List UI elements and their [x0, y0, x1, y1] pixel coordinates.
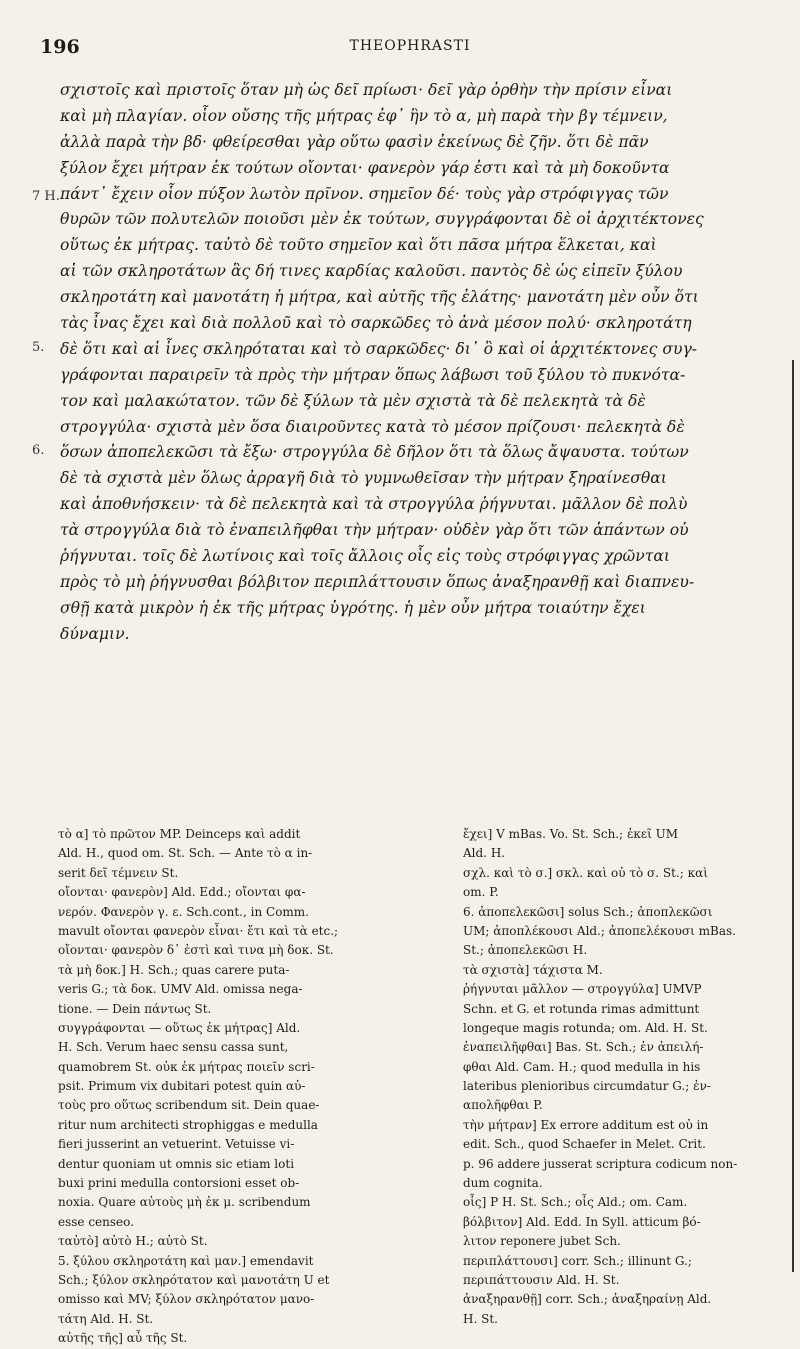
apparatus-note-line: edit. Sch., quod Schaefer in Melet. Crit.	[463, 1137, 706, 1152]
apparatus-note-line: ritur num architecti strophiggas e medulla	[58, 1117, 318, 1132]
apparatus-note-line: p. 96 addere jusserat scriptura codicum non-	[463, 1156, 738, 1171]
text-line: στρογγύλα· σχιστὰ μὲν ὅσα διαιροῦντες κατὰ τὸ μέσον πρίζουσι· πελεκητὰ δὲ	[60, 417, 685, 436]
apparatus-note-line: Sch.; ξύλον σκληρότατον καὶ μανοτάτη U et	[58, 1272, 330, 1287]
text-line: καὶ ἀποθνήσκειν· τὰ δὲ πελεκητὰ καὶ τὰ στρογγύλα ῥήγνυται. μᾶλλον δὲ πολὺ	[60, 495, 688, 514]
apparatus-note-line: serit δεῖ τέμνειν St.	[58, 865, 179, 880]
page-number: 196	[40, 36, 80, 58]
main-greek-text	[60, 78, 772, 648]
apparatus-note-line: longeque magis rotunda; om. Ald. H. St.	[463, 1020, 708, 1035]
apparatus-left-column	[58, 825, 368, 1349]
apparatus-note-line: Schn. et G. et rotunda rimas admittunt	[463, 1001, 700, 1016]
apparatus-note-line: τὰ σχιστὰ] τάχιστα M.	[463, 962, 603, 977]
apparatus-note-line: φθαι Ald. Cam. H.; quod medulla in his	[463, 1059, 701, 1074]
text-line: πάντ᾽ ἔχειν οἷον πύξον λωτὸν πρῖνον. σημεῖον δέ· τοὺς γὰρ στρόφιγγας τῶν	[60, 184, 669, 203]
apparatus-note-line: ταὐτὸ] αὐτὸ H.; αὐτὸ St.	[58, 1234, 208, 1249]
apparatus-note-line: UM; ἀποπλέκουσι Ald.; ἀποπελέκουσι mBas.	[463, 923, 736, 938]
apparatus-note-line: τὴν μήτραν] Ex errore additum est οὐ in	[463, 1117, 709, 1132]
apparatus-note-line: tione. — Dein πάντως St.	[58, 1001, 212, 1016]
apparatus-note-line: omisso καὶ MV; ξύλον σκληρότατον μανο-	[58, 1292, 315, 1307]
apparatus-note-line: ῥήγνυται μᾶλλον — στρογγύλα] UMVP	[463, 982, 702, 997]
apparatus-note-line: λιτον reponere jubet Sch.	[463, 1234, 621, 1249]
apparatus-note-line: H. St.	[463, 1311, 498, 1326]
apparatus-note-line: dum cognita.	[463, 1176, 543, 1191]
apparatus-note-line: H. Sch. Verum haec sensu cassa sunt,	[58, 1040, 289, 1055]
apparatus-note-line: οἴονται· φανερὸν] Ald. Edd.; οἴονται φα-	[58, 885, 306, 900]
critical-apparatus	[58, 825, 776, 1346]
text-line: πρὸς τὸ μὴ ῥήγνυσθαι βόλβιτον περιπλάττουσιν ὅπως ἀναξηρανθῇ καὶ διαπνευ-	[60, 572, 695, 591]
page-header	[40, 36, 780, 60]
apparatus-note-line: ἀναξηρανθῇ] corr. Sch.; ἀναξηραίνῃ Ald.	[463, 1292, 712, 1307]
apparatus-note-line: βόλβιτον] Ald. Edd. In Syll. atticum βό-	[463, 1214, 701, 1229]
apparatus-note-line: απολῆφθαι P.	[463, 1098, 543, 1113]
apparatus-note-line: St.; ἀποπελεκῶσι H.	[463, 943, 588, 958]
apparatus-note-line: mavult οἴονται φανερὸν εἶναι· ἔτι καὶ τὰ etc.;	[58, 923, 339, 938]
apparatus-note-line: fieri jusserint an vetuerint. Vetuisse vi-	[58, 1137, 295, 1152]
apparatus-note-line: 5. ξύλου σκληροτάτη καὶ μαν.] emendavit	[58, 1253, 314, 1268]
page-edge-line	[792, 360, 794, 1272]
text-line: σθῇ κατὰ μικρὸν ἡ ἐκ τῆς μήτρας ὑγρότης. ἡ μὲν οὖν μήτρα τοιαύτην ἔχει	[60, 598, 646, 617]
text-line: θυρῶν τῶν πολυτελῶν ποιοῦσι μὲν ἐκ τούτων, συγγράφονται δὲ οἱ ἀρχιτέκτονες	[60, 210, 704, 229]
apparatus-note-line: οἷς] P H. St. Sch.; οἷς Ald.; om. Cam.	[463, 1195, 688, 1210]
apparatus-note-line: lateribus plenioribus circumdatur G.; ἐν-	[463, 1079, 711, 1094]
apparatus-note-line: οἴονται· φανερὸν δ᾽ ἐστὶ καὶ τινα μὴ δοκ. St.	[58, 943, 334, 958]
apparatus-note-line: veris G.; τὰ δοκ. UMV Ald. omissa nega-	[58, 982, 303, 997]
margin-number-5: 5.	[32, 340, 45, 355]
apparatus-note-line: 6. ἀποπελεκῶσι] solus Sch.; ἀποπλεκῶσι	[463, 904, 713, 919]
apparatus-note-line: περιπάττουσιν Ald. H. St.	[463, 1272, 620, 1287]
apparatus-note-line: τοὺς pro οὕτως scribendum sit. Dein quae-	[58, 1098, 320, 1113]
margin-number-7h: 7 H.	[32, 189, 60, 204]
apparatus-note-line: τὸ α] τὸ πρῶτον MP. Deinceps καὶ addit	[58, 827, 301, 841]
apparatus-note-line: noxia. Quare αὐτοὺς μὴ ἐκ μ. scribendum	[58, 1195, 311, 1210]
apparatus-note-line: psit. Primum vix dubitari potest quin αὐ-	[58, 1079, 306, 1094]
apparatus-right-column	[463, 825, 773, 1329]
apparatus-note-line: quamobrem St. οὐκ ἐκ μήτρας ποιεῖν scri-	[58, 1059, 315, 1074]
text-line: γράφονται παραιρεῖν τὰ πρὸς τὴν μήτραν ὅπως λάβωσι τοῦ ξύλου τὸ πυκνότα-	[60, 365, 686, 384]
apparatus-note-line: ἔχει] V mBas. Vo. St. Sch.; ἐκεῖ UM	[463, 827, 679, 841]
text-line: αἱ τῶν σκληροτάτων ἃς δή τινες καρδίας καλοῦσι. παντὸς δὲ ὡς εἰπεῖν ξύλου	[60, 262, 683, 281]
apparatus-note-line: συγγράφονται — οὕτως ἐκ μήτρας] Ald.	[58, 1020, 301, 1035]
text-line: οὕτως ἐκ μήτρας. ταὐτὸ δὲ τοῦτο σημεῖον καὶ ὅτι πᾶσα μήτρα ἕλκεται, καὶ	[60, 236, 657, 255]
text-line: ξύλον ἔχει μήτραν ἐκ τούτων οἴονται· φανερὸν γάρ ἐστι καὶ τὰ μὴ δοκοῦντα	[60, 158, 670, 177]
apparatus-note-line: περιπλάττουσι] corr. Sch.; illinunt G.;	[463, 1253, 692, 1268]
text-line: ἀλλὰ παρὰ τὴν βδ· φθείρεσθαι γὰρ οὕτω φασὶν ἐκείνως δὲ ζῆν. ὅτι δὲ πᾶν	[60, 132, 649, 151]
text-line: δύναμιν.	[60, 624, 130, 643]
text-line: καὶ μὴ πλαγίαν. οἷον οὔσης τῆς μήτρας ἐφ᾽ ἣν τὸ α, μὴ παρὰ τὴν βγ τέμνειν,	[60, 106, 668, 125]
apparatus-note-line: αὐτῆς τῆς] αὖ τῆς St.	[58, 1331, 188, 1346]
text-line: ὅσων ἀποπελεκῶσι τὰ ἔξω· στρογγύλα δὲ δῆλον ὅτι τὰ ὅλως ἄψαυστα. τούτων	[60, 443, 689, 462]
apparatus-note-line: esse censeo.	[58, 1214, 134, 1229]
apparatus-note-line: Ald. H.	[463, 846, 506, 861]
text-line: τον καὶ μαλακώτατον. τῶν δὲ ξύλων τὰ μὲν σχιστὰ τὰ δὲ πελεκητὰ τὰ δὲ	[60, 391, 646, 410]
running-title: THEOPHRASTI	[349, 38, 471, 54]
apparatus-note-line: τὰ μὴ δοκ.] H. Sch.; quas carere puta-	[58, 962, 290, 977]
text-line: δὲ ὅτι καὶ αἱ ἶνες σκληρόταται καὶ τὸ σαρκῶδες· δι᾽ ὃ καὶ οἱ ἀρχιτέκτονες συγ-	[60, 339, 698, 358]
text-line: τὰ στρογγύλα διὰ τὸ ἐναπειλῆφθαι τὴν μήτραν· οὐδὲν γὰρ ὅτι τῶν ἁπάντων οὐ	[60, 521, 689, 540]
apparatus-note-line: Ald. H., quod om. St. Sch. — Ante τὸ α in-	[58, 846, 313, 861]
apparatus-note-line: σχλ. καὶ τὸ σ.] σκλ. καὶ οὐ τὸ σ. St.; καὶ	[463, 865, 708, 880]
text-line: τὰς ἶνας ἔχει καὶ διὰ πολλοῦ καὶ τὸ σαρκῶδες τὸ ἀνὰ μέσον πολύ· σκληροτάτη	[60, 314, 692, 333]
apparatus-note-line: buxi prini medulla contorsioni esset ob-	[58, 1176, 300, 1191]
apparatus-note-line: dentur quoniam ut omnis sic etiam loti	[58, 1156, 295, 1171]
apparatus-note-line: τάτη Ald. H. St.	[58, 1311, 154, 1326]
text-line: σχιστοῖς καὶ πριστοῖς ὅταν μὴ ὡς δεῖ πρίωσι· δεῖ γὰρ ὀρθὴν τὴν πρίσιν εἶναι	[60, 81, 673, 99]
apparatus-note-line: νερόν. Φανερὸν γ. ε. Sch.cont., in Comm.	[58, 904, 309, 919]
text-line: ῥήγνυται. τοῖς δὲ λωτίνοις καὶ τοῖς ἄλλοις οἷς εἰς τοὺς στρόφιγγας χρῶνται	[60, 547, 671, 566]
text-line: σκληροτάτη καὶ μανοτάτη ἡ μήτρα, καὶ αὐτῆς τῆς ἐλάτης· μανοτάτη μὲν οὖν ὅτι	[60, 288, 699, 307]
apparatus-note-line: ἐναπειλῆφθαι] Bas. St. Sch.; ἐν ἀπειλή-	[463, 1040, 704, 1055]
apparatus-note-line: om. P.	[463, 885, 499, 900]
text-line: δὲ τὰ σχιστὰ μὲν ὅλως ἀρραγῆ διὰ τὸ γυμνωθεῖσαν τὴν μήτραν ξηραίνεσθαι	[60, 469, 667, 488]
margin-number-6: 6.	[32, 443, 45, 458]
